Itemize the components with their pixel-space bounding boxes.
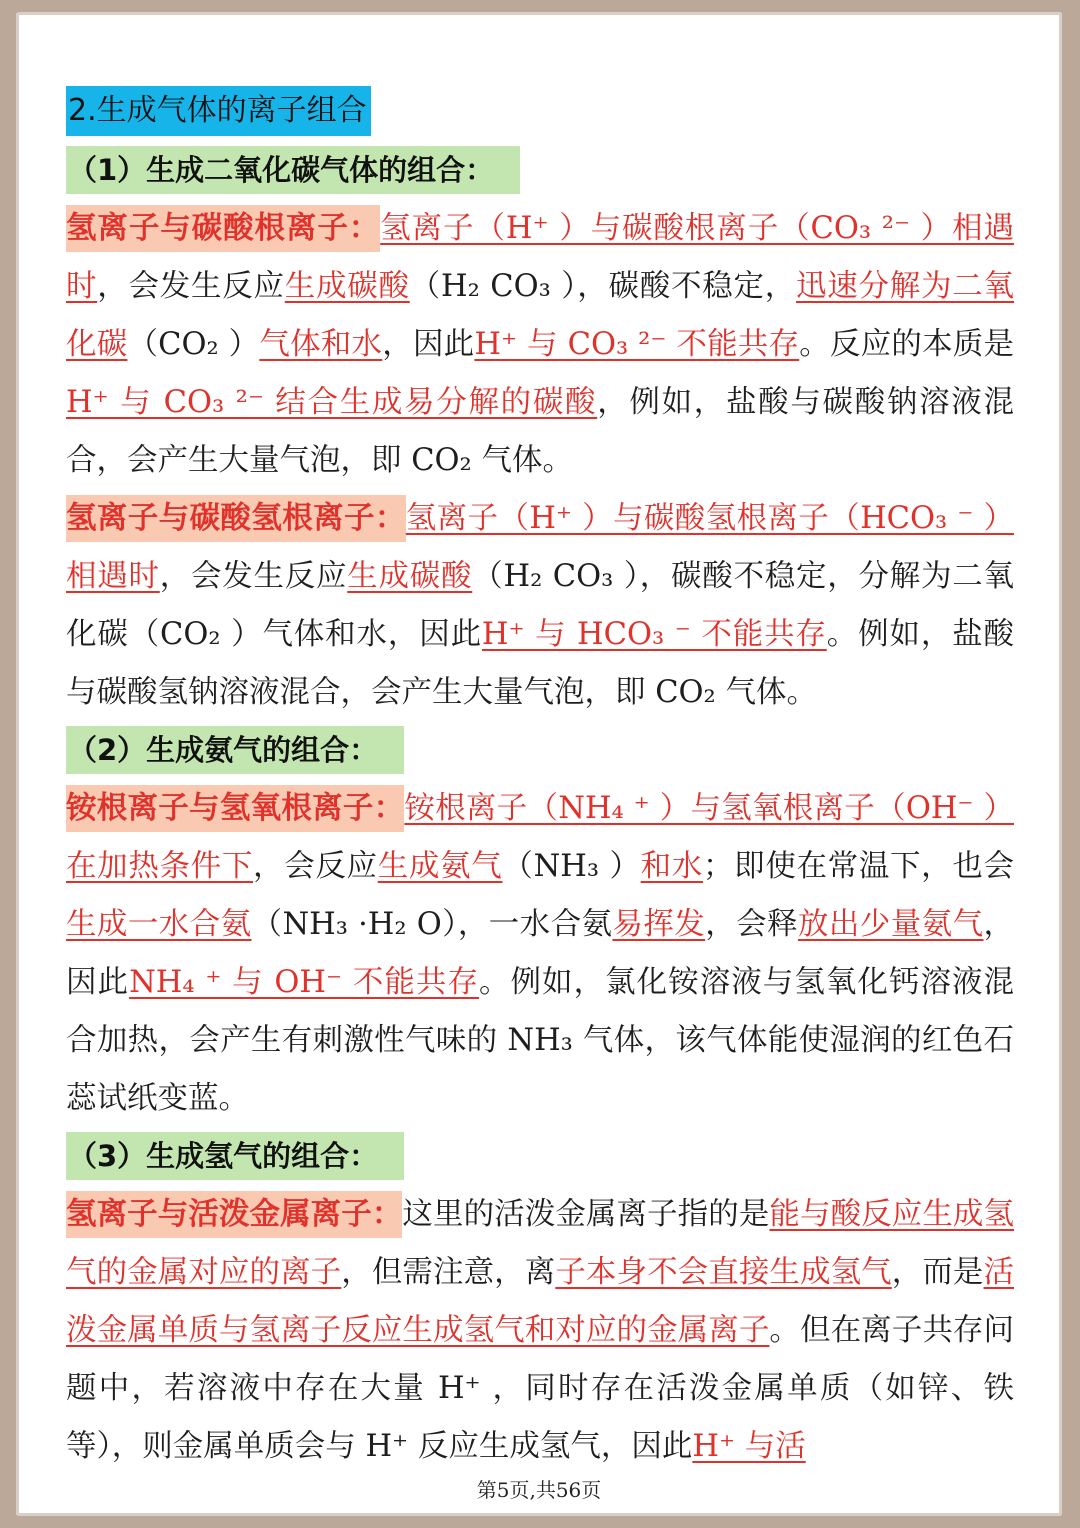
text: ，因此 [66,907,1014,1000]
paragraph-h-hco3 [66,490,1014,722]
content [66,82,1014,1476]
text: ，会发生反应 [159,559,348,594]
text: （H₂ CO₃ ），碳酸不稳定， [409,269,797,304]
highlight: 能与酸反应生成氢气的金属对应的离子 [66,1197,1015,1290]
highlight: NH₄ ⁺ 与 OH⁻ 不能共存 [129,965,479,1000]
text: （H₂ CO₃ ），碳酸不稳定，分解为二氧化碳（CO₂ ）气体和水，因此 [66,559,1015,652]
highlight: H⁺ 与 CO₃ ²⁻ 结合生成易分解的碳酸 [66,385,598,420]
highlight: 活泼金属单质与氢离子反应生成氢气和对应的金属离子 [66,1255,1015,1348]
highlight: H⁺ 与 HCO₃ ⁻ 不能共存 [481,617,827,652]
paragraph-h-metal [66,1186,1014,1476]
highlight: 子本身不会直接生成氢气 [555,1255,892,1290]
text: ，但需注意，离 [341,1255,556,1290]
term-label: 氢离子与活泼金属离子： [66,1191,402,1238]
highlight: 氢离子（H⁺ ）与碳酸根离子（CO₃ ²⁻ ）相遇时 [66,211,1015,304]
text: ，会释 [705,907,798,942]
text: 。例如，氯化铵溶液与氢氧化钙溶液混合加热，会产生有刺激性气味的 NH₃ 气体，该气体能使湿润的红色石蕊试纸变蓝。 [66,965,1015,1116]
highlight: 生成氨气 [377,849,503,884]
page-number: 第5页,共56页 [476,1478,602,1502]
paragraph-nh4-oh [66,780,1014,1128]
term-label: 氢离子与碳酸根离子： [66,205,380,252]
highlight: 生成一水合氨 [66,907,252,942]
highlight: H⁺ 与 CO₃ ²⁻ 不能共存 [474,327,800,362]
text: 。但在离子共存问题中，若溶液中存在大量 H⁺ ，同时存在活泼金属单质（如锌、铁等），则金属单质会与 H⁺ 反应生成氢气，因此 [66,1313,1015,1464]
term-label: 铵根离子与氢氧根离子： [66,785,404,832]
highlight: 生成碳酸 [284,269,410,304]
highlight: 生成碳酸 [347,559,473,594]
highlight: H⁺ 与活 [692,1429,806,1464]
text: （NH₃ ·H₂ O），一水合氨 [251,907,613,942]
highlight: 铵根离子（NH₄ ⁺ ）与氢氧根离子（OH⁻ ）在加热条件下 [66,791,1014,884]
subheading-co2: （1）生成二氧化碳气体的组合： [66,146,520,194]
paragraph-h-co3 [66,200,1014,490]
highlight: 和水 [640,849,703,884]
text: ，因此 [382,327,475,362]
subheading-nh3: （2）生成氨气的组合： [66,726,404,774]
section-title: 2.生成气体的离子组合 [66,86,371,136]
highlight: 氢离子（H⁺ ）与碳酸氢根离子（HCO₃ ⁻ ）相遇时 [66,501,1015,594]
text: ，例如，盐酸与碳酸钠溶液混合，会产生大量气泡，即 CO₂ 气体。 [66,385,1014,478]
text: ；即使在常温下，也会 [702,849,1015,884]
document-page [16,12,1062,1516]
highlight: 迅速分解为二氧化碳 [66,269,1015,362]
text: ，会反应 [253,849,378,884]
highlight: 易挥发 [612,907,706,942]
text: 这里的活泼金属离子指的是 [402,1197,770,1232]
subheading-h2: （3）生成氢气的组合： [66,1132,404,1180]
text: ，而是 [891,1255,984,1290]
term-label: 氢离子与碳酸氢根离子： [66,495,406,542]
text: ，会发生反应 [97,269,285,304]
text: （CO₂ ） [127,327,260,362]
text: 。例如，盐酸与碳酸氢钠溶液混合，会产生大量气泡，即 CO₂ 气体。 [66,617,1015,710]
highlight: 放出少量氨气 [797,907,984,942]
text: （NH₃ ） [502,849,641,884]
highlight: 气体和水 [259,327,383,362]
text: 。反应的本质是 [799,327,1015,362]
